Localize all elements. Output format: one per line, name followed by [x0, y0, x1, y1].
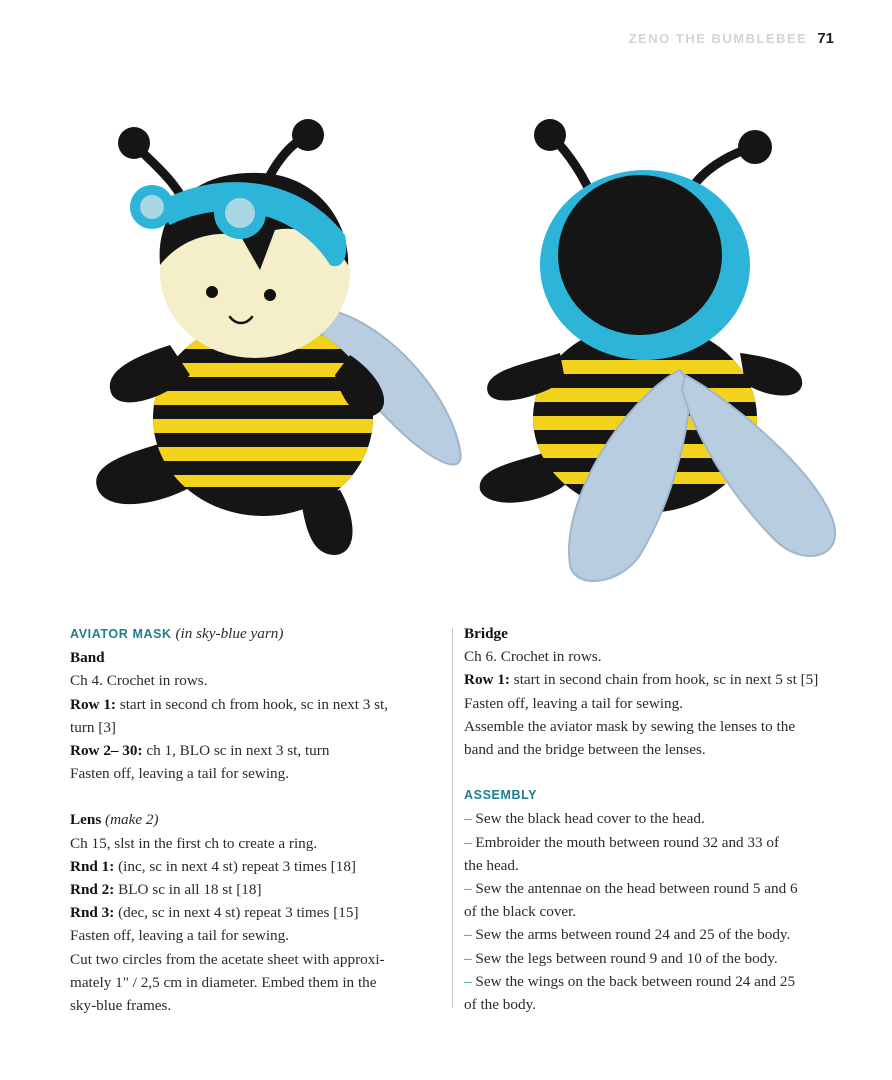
step-text: Sew the arms between round 24 and 25 of the body.: [471, 926, 791, 944]
assembly-heading: ASSEMBLY: [464, 788, 538, 803]
assembly-step-6-cont: of the body.: [464, 996, 536, 1014]
amigurumi-bee-photo: [60, 95, 860, 605]
dash-bullet: –: [464, 949, 472, 967]
left-column: [70, 622, 442, 1017]
section-note: (in sky-blue yarn): [175, 625, 284, 642]
dash-bullet: –: [464, 926, 472, 944]
row-label: Row 2– 30:: [70, 742, 143, 760]
dash-bullet: –: [464, 810, 472, 828]
assembly-step-1: [464, 807, 844, 830]
band-row-2: [70, 739, 442, 762]
band-row-1: [70, 693, 442, 716]
row-label: Row 1:: [70, 695, 116, 713]
page-header: [629, 30, 834, 47]
rnd-label: Rnd 3:: [70, 904, 115, 922]
assembly-step-6: [464, 970, 844, 993]
assembly-step-3: [464, 877, 844, 900]
step-text: Sew the legs between round 9 and 10 of the body.: [471, 949, 778, 967]
column-divider: [452, 628, 453, 1008]
lens-note: (make 2): [101, 811, 159, 829]
assembly-step-3-cont: of the black cover.: [464, 903, 577, 921]
lens-rnd-1: [70, 855, 442, 878]
band-heading: Band: [70, 649, 105, 667]
aviator-mask-heading: [70, 622, 442, 646]
bee-back-view: [480, 119, 835, 581]
assembly-step-2-cont: the head.: [464, 856, 519, 874]
row-text: ch 1, BLO sc in next 3 st, turn: [142, 742, 330, 760]
row-text: start in second ch from hook, sc in next 3 st,: [115, 695, 389, 713]
right-column: [464, 622, 844, 1016]
bridge-assemble-2: band and the bridge between the lenses.: [464, 741, 706, 759]
step-text: Embroider the mouth between round 32 and 33 of: [471, 833, 780, 851]
dash-bullet: –: [464, 880, 472, 898]
book-title: ZENO THE BUMBLEBEE: [628, 31, 808, 46]
bee-front-view: [96, 119, 460, 555]
step-text: Sew the wings on the back between round 24 and 25: [471, 972, 796, 990]
rnd-label: Rnd 2:: [70, 881, 115, 899]
rnd-text: (inc, sc in next 4 st) repeat 3 times [18]: [114, 857, 356, 875]
lens-rnd-2: [70, 878, 442, 901]
lens-heading: Lens: [70, 811, 102, 829]
lens-heading-line: [70, 808, 442, 831]
band-row-1-cont: turn [3]: [70, 718, 116, 736]
bridge-fasten: Fasten off, leaving a tail for sewing.: [464, 694, 684, 712]
bridge-intro: Ch 6. Crochet in rows.: [464, 648, 602, 666]
bridge-assemble-1: Assemble the aviator mask by sewing the lenses to the: [464, 717, 796, 735]
row-label: Row 1:: [464, 671, 510, 689]
page-number: 71: [817, 30, 834, 47]
step-text: Sew the black head cover to the head.: [471, 810, 705, 828]
assembly-step-4: [464, 923, 844, 946]
rnd-text: BLO sc in all 18 st [18]: [114, 881, 262, 899]
band-fasten: Fasten off, leaving a tail for sewing.: [70, 765, 290, 783]
bridge-heading: Bridge: [464, 625, 508, 642]
section-title: AVIATOR MASK: [70, 627, 172, 641]
step-text: Sew the antennae on the head between round 5 and 6: [471, 880, 798, 898]
rnd-label: Rnd 1:: [70, 857, 115, 875]
lens-rnd-3: [70, 901, 442, 924]
assembly-step-5: [464, 947, 844, 970]
row-text: start in second chain from hook, sc in next 5 st [5]: [509, 671, 819, 689]
lens-fasten: Fasten off, leaving a tail for sewing.: [70, 927, 290, 945]
lens-cut-1: Cut two circles from the acetate sheet with approxi-: [70, 950, 385, 968]
band-intro: Ch 4. Crochet in rows.: [70, 672, 208, 690]
assembly-step-2: [464, 831, 844, 854]
rnd-text: (dec, sc in next 4 st) repeat 3 times [15]: [114, 904, 359, 922]
bridge-row-1: [464, 668, 844, 691]
lens-intro: Ch 15, slst in the first ch to create a ring.: [70, 834, 318, 852]
lens-cut-2: mately 1" / 2,5 cm in diameter. Embed them in the: [70, 973, 377, 991]
dash-bullet: –: [464, 833, 472, 851]
dash-bullet: –: [464, 972, 472, 990]
lens-cut-3: sky-blue frames.: [70, 997, 172, 1015]
